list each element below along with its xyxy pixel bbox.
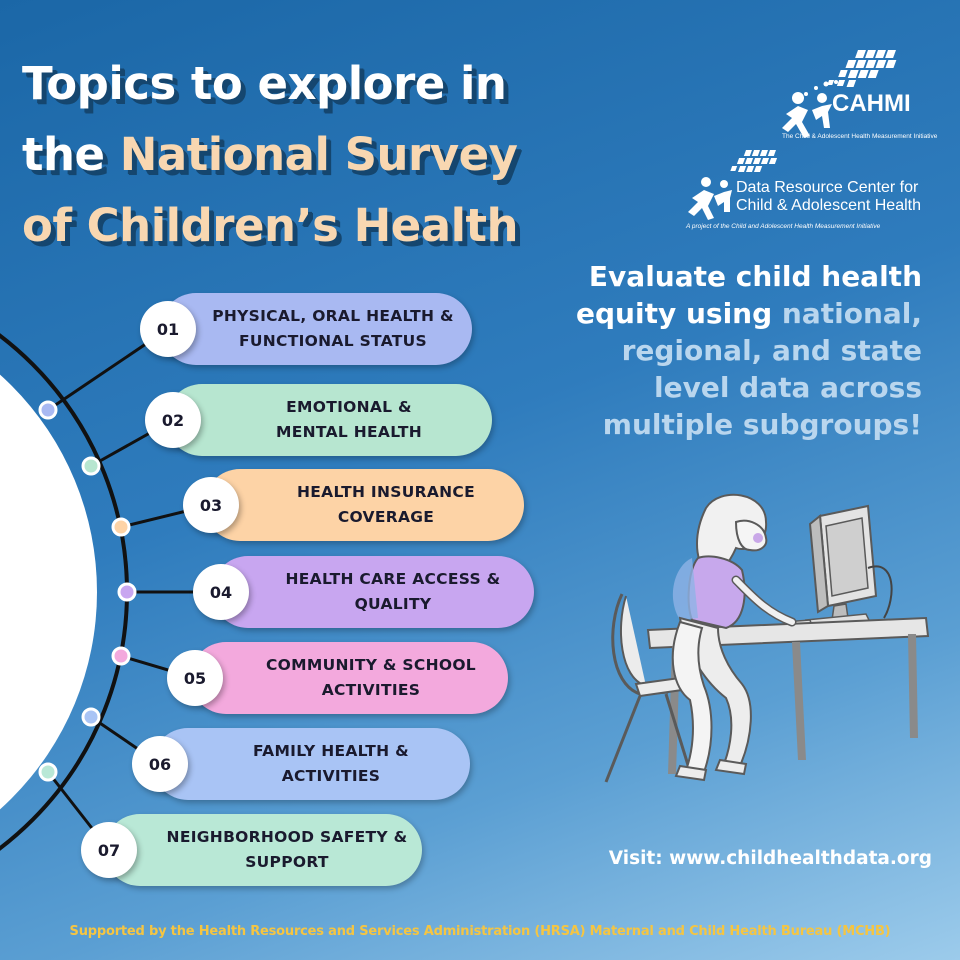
topic-number-06: 06 <box>132 736 188 792</box>
ring-dot <box>113 648 129 664</box>
topic-pill-03 <box>204 469 524 541</box>
topic-label-06: FAMILY HEALTH & ACTIVITIES <box>253 742 409 785</box>
topic-number-02: 02 <box>145 392 201 448</box>
cahmi-subtitle: The Child & Adolescent Health Measurement Initiative <box>782 133 938 140</box>
topic-number-05: 05 <box>167 650 223 706</box>
funding-footer: Supported by the Health Resources and Services Administration (HRSA) Maternal and Child Health Bureau (MCHB) <box>69 924 891 939</box>
topic-pill-07 <box>104 814 422 886</box>
topic-pill-04 <box>212 556 534 628</box>
topic-pill-01 <box>160 293 472 365</box>
evaluate-line-3: regional, and state <box>621 334 922 367</box>
topic-label-02: EMOTIONAL & MENTAL HEALTH <box>276 398 422 441</box>
evaluate-line-4: level data across <box>653 371 922 404</box>
topic-label-05: COMMUNITY & SCHOOL ACTIVITIES <box>266 656 476 699</box>
evaluate-line-2-b: national, <box>781 297 922 330</box>
topic-label-03: HEALTH INSURANCE COVERAGE <box>297 483 475 526</box>
topic-pill-05 <box>190 642 508 714</box>
evaluate-line-5: multiple subgroups! <box>602 408 922 441</box>
topic-number-04: 04 <box>193 564 249 620</box>
ring-dot <box>40 764 56 780</box>
topic-pill-06 <box>152 728 470 800</box>
woman-at-computer-illustration <box>596 488 936 798</box>
title-line-3-highlight: of Children’s Health <box>22 199 519 252</box>
cahmi-wordmark: CAHMI <box>832 90 911 117</box>
topic-label-04: HEALTH CARE ACCESS & QUALITY <box>285 570 501 613</box>
title-line-1: Topics to explore in <box>22 57 507 110</box>
drc-line-2: Child & Adolescent Health <box>736 197 921 214</box>
ring-dot <box>40 402 56 418</box>
ring-dot <box>83 709 99 725</box>
evaluate-line-1: Evaluate child health <box>588 260 922 293</box>
ring-dot <box>83 458 99 474</box>
topic-number-07: 07 <box>81 822 137 878</box>
topic-label-07: NEIGHBORHOOD SAFETY & SUPPORT <box>166 828 408 871</box>
evaluate-line-2-a: equity using <box>576 297 782 330</box>
topic-pill-02 <box>166 384 492 456</box>
computer-monitor-icon <box>806 506 892 628</box>
ring-dot <box>113 519 129 535</box>
topic-label-01: PHYSICAL, ORAL HEALTH & FUNCTIONAL STATUS <box>212 307 454 350</box>
title-line-2-prefix: the <box>22 128 120 181</box>
topic-number-01: 01 <box>140 301 196 357</box>
drc-tagline: A project of the Child and Adolescent Health Measurement Initiative <box>686 223 881 230</box>
topic-number-03: 03 <box>183 477 239 533</box>
visit-website: Visit: www.childhealthdata.org <box>608 848 932 869</box>
title-line-2-highlight: National Survey <box>119 128 518 181</box>
ring-dot <box>119 584 135 600</box>
drc-line-1: Data Resource Center for <box>736 179 919 196</box>
